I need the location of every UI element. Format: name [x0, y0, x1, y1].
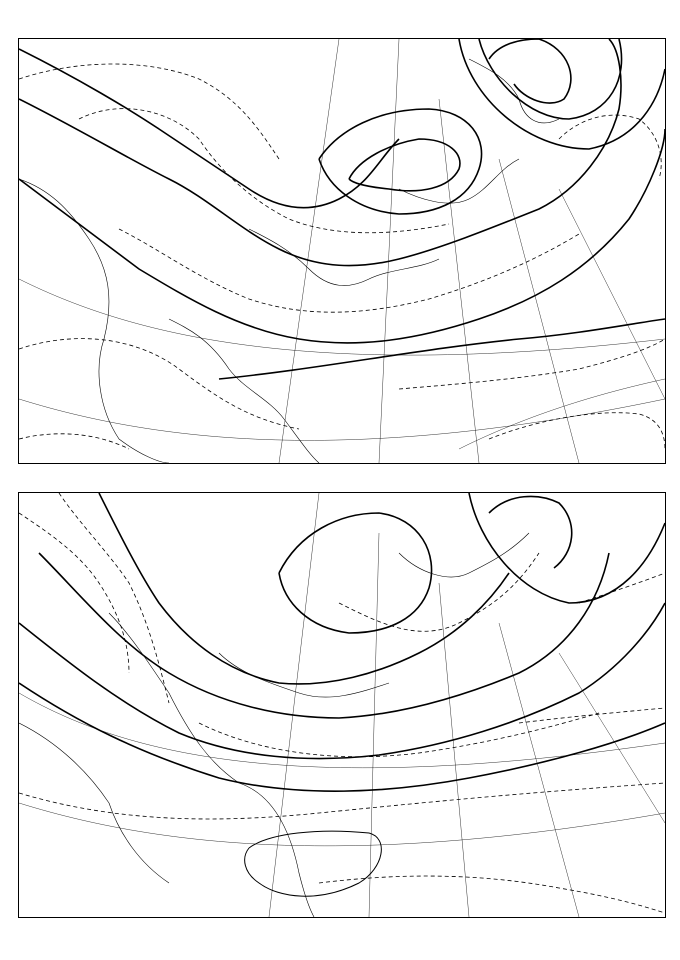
height-contour [39, 553, 609, 718]
temp-contour [19, 783, 665, 819]
temp-contour [199, 713, 599, 757]
coastline [469, 59, 559, 123]
coastline [399, 533, 529, 577]
height-contour [19, 129, 665, 343]
chart-panel-500hpa [18, 492, 666, 918]
isotach [559, 115, 661, 179]
height-contour [319, 109, 482, 214]
temp-contour [579, 573, 665, 603]
height-contour [19, 683, 665, 791]
isotach [489, 413, 665, 449]
isotach [19, 434, 129, 449]
isotach [19, 339, 299, 429]
height-contour [219, 319, 665, 379]
map-500hpa [19, 493, 665, 917]
height-contour [19, 39, 621, 266]
height-contour [459, 39, 665, 149]
height-contour [99, 493, 509, 684]
map-300hpa [19, 39, 665, 463]
longitude-line [379, 39, 399, 463]
longitude-line [439, 99, 479, 463]
isotach [399, 339, 665, 389]
height-contour [349, 139, 460, 191]
high-center-contour [245, 831, 382, 896]
height-contour [489, 496, 572, 568]
coastline [19, 723, 169, 883]
coastline [19, 179, 169, 463]
height-contour [479, 39, 622, 119]
latitude-line [19, 803, 665, 846]
longitude-line [439, 583, 469, 917]
longitude-line [559, 189, 665, 399]
latitude-line [19, 279, 665, 355]
temp-contour [339, 553, 539, 631]
longitude-line [369, 533, 379, 917]
coastline [249, 229, 439, 286]
chart-panel-300hpa [18, 38, 666, 464]
height-contour [279, 513, 432, 633]
height-contour [489, 39, 571, 103]
isotach [119, 229, 579, 312]
longitude-line [559, 653, 665, 823]
temp-contour [19, 513, 129, 673]
temp-contour [319, 876, 665, 913]
